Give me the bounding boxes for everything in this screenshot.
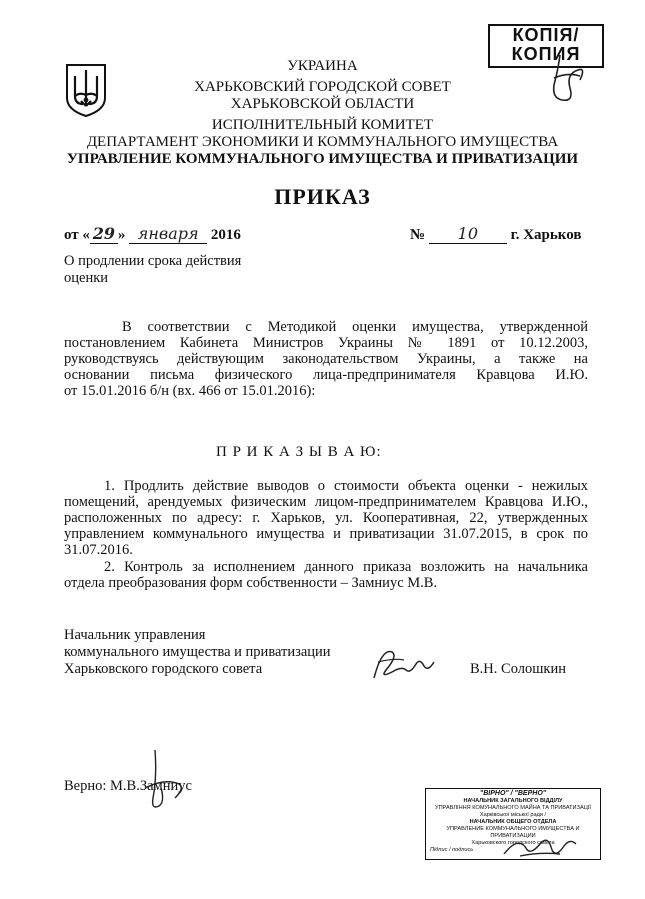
date-month: января <box>129 224 207 244</box>
item-line: 1. Продлить действие выводов о стоимости объекта оценки - нежилых <box>104 478 588 494</box>
preamble <box>64 319 588 399</box>
copy-stamp-line1: КОПІЯ/ <box>512 25 580 45</box>
item-line: отдела преобразования форм собственности – Замниус М.В. <box>64 575 438 591</box>
order-city: г. Харьков <box>510 227 582 243</box>
signature-position <box>64 627 331 678</box>
certify-line: НАЧАЛЬНИК ЗАГАЛЬНОГО ВІДДІЛУ <box>463 798 563 804</box>
item-1 <box>64 478 588 558</box>
header-committee: ИСПОЛНИТЕЛЬНЫЙ КОМИТЕТ <box>211 117 434 133</box>
header-council: ХАРЬКОВСКИЙ ГОРОДСКОЙ СОВЕТ <box>194 79 451 95</box>
position-line: Начальник управления <box>64 627 206 643</box>
preamble-line: от 15.01.2016 б/н (вх. 466 от 15.01.2016): <box>64 383 316 399</box>
certify-line: Підпис / подпись <box>430 847 474 853</box>
preamble-line: постановлением Кабинета Министров Украины № 1891 от 10.12.2003, <box>64 335 588 351</box>
preamble-line: основании письма физического лица-предпринимателя Кравцова И.Ю. <box>64 367 588 383</box>
certify-line: УПРАВЛЕНИЕ КОММУНАЛЬНОГО ИМУЩЕСТВА И ПРИВАТИЗАЦИИ <box>446 826 580 839</box>
position-line: Харьковского городского совета <box>64 661 263 677</box>
number-label: № <box>410 227 426 243</box>
position-line: коммунального имущества и приватизации <box>64 644 331 660</box>
date-day: 29 <box>90 224 118 244</box>
order-date <box>64 224 264 244</box>
page-title: ПРИКАЗ <box>274 184 371 209</box>
item-line: 2. Контроль за исполнением данного приказа возложить на начальника <box>104 559 588 575</box>
subject <box>64 253 241 287</box>
preamble-line: руководствуясь действующим законодательством Украины, а также на <box>64 351 588 367</box>
number-value: 10 <box>429 224 507 244</box>
item-line: расположенных по адресу: г. Харьков, ул. Кооперативная, 22, утвержденных <box>64 510 588 526</box>
subject-line: О продлении срока действия <box>64 253 242 269</box>
certify-signature <box>500 826 580 862</box>
preamble-line: В соответствии с Методикой оценки имущества, утвержденной <box>122 319 588 335</box>
certify-line: "ВІРНО" / "ВЕРНО" <box>479 790 547 797</box>
verified-line: Верно: М.В.Замниус <box>64 778 192 794</box>
order-number <box>410 224 590 244</box>
certify-line: Харьковского городского совета <box>471 840 555 846</box>
director-signature <box>368 640 438 685</box>
item-2 <box>64 559 588 591</box>
date-mid: » <box>117 227 126 243</box>
item-line: управлением коммунального имущества и приватизации 31.07.2015, в срок по <box>64 526 588 542</box>
copy-stamp-line2: КОПИЯ <box>511 44 581 64</box>
header-department: ДЕПАРТАМЕНТ ЭКОНОМИКИ И КОММУНАЛЬНОГО ИМУЩЕСТВА <box>86 134 559 150</box>
header-region: ХАРЬКОВСКОЙ ОБЛАСТИ <box>230 96 415 112</box>
subject-line: оценки <box>64 270 109 286</box>
item-line: помещений, арендуемых физическим лицом-предпринимателем Кравцова И.Ю., <box>64 494 588 510</box>
verified-signature <box>135 748 195 818</box>
certify-line: УПРАВЛІННЯ КОМУНАЛЬНОГО МАЙНА ТА ПРИВАТИЗАЦІЇ <box>435 805 591 811</box>
header-office: УПРАВЛЕНИЕ КОММУНАЛЬНОГО ИМУЩЕСТВА И ПРИВАТИЗАЦИИ <box>66 151 579 167</box>
date-prefix: от « <box>64 227 90 243</box>
date-year: 2016 <box>210 227 241 243</box>
certify-line: Харківської міської ради / <box>479 812 547 818</box>
item-line: 31.07.2016. <box>64 542 133 558</box>
header-country: УКРАИНА <box>287 58 358 74</box>
signer-name: В.Н. Солошкин <box>470 661 566 677</box>
certify-line: НАЧАЛЬНИК ОБЩЕГО ОТДЕЛА <box>469 819 557 825</box>
order-word: П Р И К А З Ы В А Ю: <box>216 444 382 460</box>
